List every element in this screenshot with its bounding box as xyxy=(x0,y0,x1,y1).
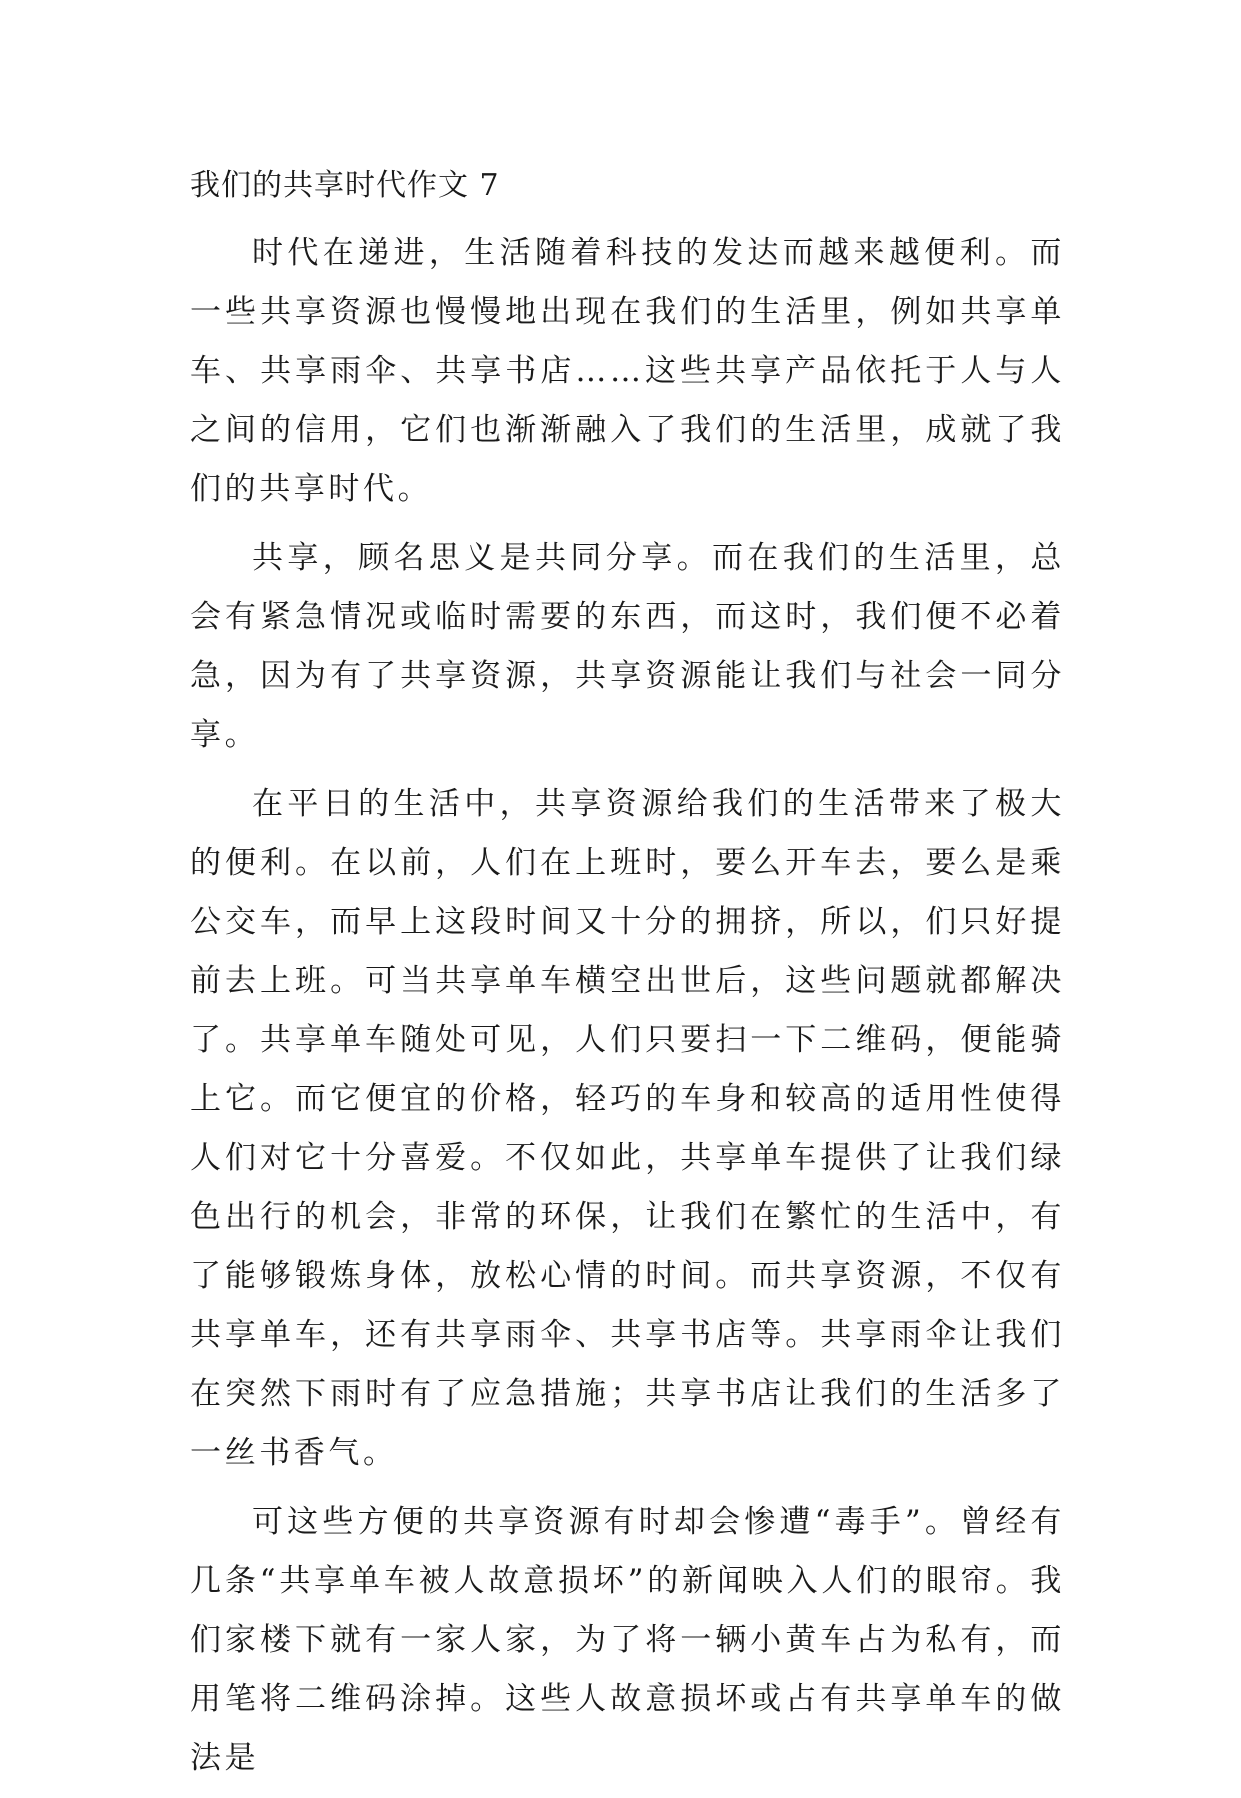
document-body xyxy=(190,224,1065,1798)
paragraph-3: 在平日的生活中，共享资源给我们的生活带来了极大的便利。在以前，人们在上班时，要么开车去，要么是乘公交车，而早上这段时间又十分的拥挤，所以，们只好提前去上班。可当共享单车横空出世后，这些问题就都解决了。共享单车随处可见，人们只要扫一下二维码，便能骑上它。而它便宜的价格，轻巧的车身和较高的适用性使得人们对它十分喜爱。不仅如此，共享单车提供了让我们绿色出行的机会，非常的环保，让我们在繁忙的生活中，有了能够锻炼身体，放松心情的时间。而共享资源，不仅有共享单车，还有共享雨伞、共享书店等。共享雨伞让我们在突然下雨时有了应急措施；共享书店让我们的生活多了一丝书香气。 xyxy=(190,786,1065,1471)
document-title: 我们的共享时代作文 7 xyxy=(190,168,500,203)
paragraph-4: 可这些方便的共享资源有时却会惨遭“毒手”。曾经有几条“共享单车被人故意损坏”的新闻映入人们的眼帘。我们家楼下就有一家人家，为了将一辆小黄车占为私有，而用笔将二维码涂掉。这些人故意损坏或占有共享单车的做法是 xyxy=(190,1504,1065,1776)
paragraph-1: 时代在递进，生活随着科技的发达而越来越便利。而一些共享资源也慢慢地出现在我们的生活里，例如共享单车、共享雨伞、共享书店……这些共享产品依托于人与人之间的信用，它们也渐渐融入了我们的生活里，成就了我们的共享时代。 xyxy=(190,235,1065,507)
paragraph-2: 共享，顾名思义是共同分享。而在我们的生活里，总会有紧急情况或临时需要的东西，而这时，我们便不必着急，因为有了共享资源，共享资源能让我们与社会一同分享。 xyxy=(190,540,1065,753)
